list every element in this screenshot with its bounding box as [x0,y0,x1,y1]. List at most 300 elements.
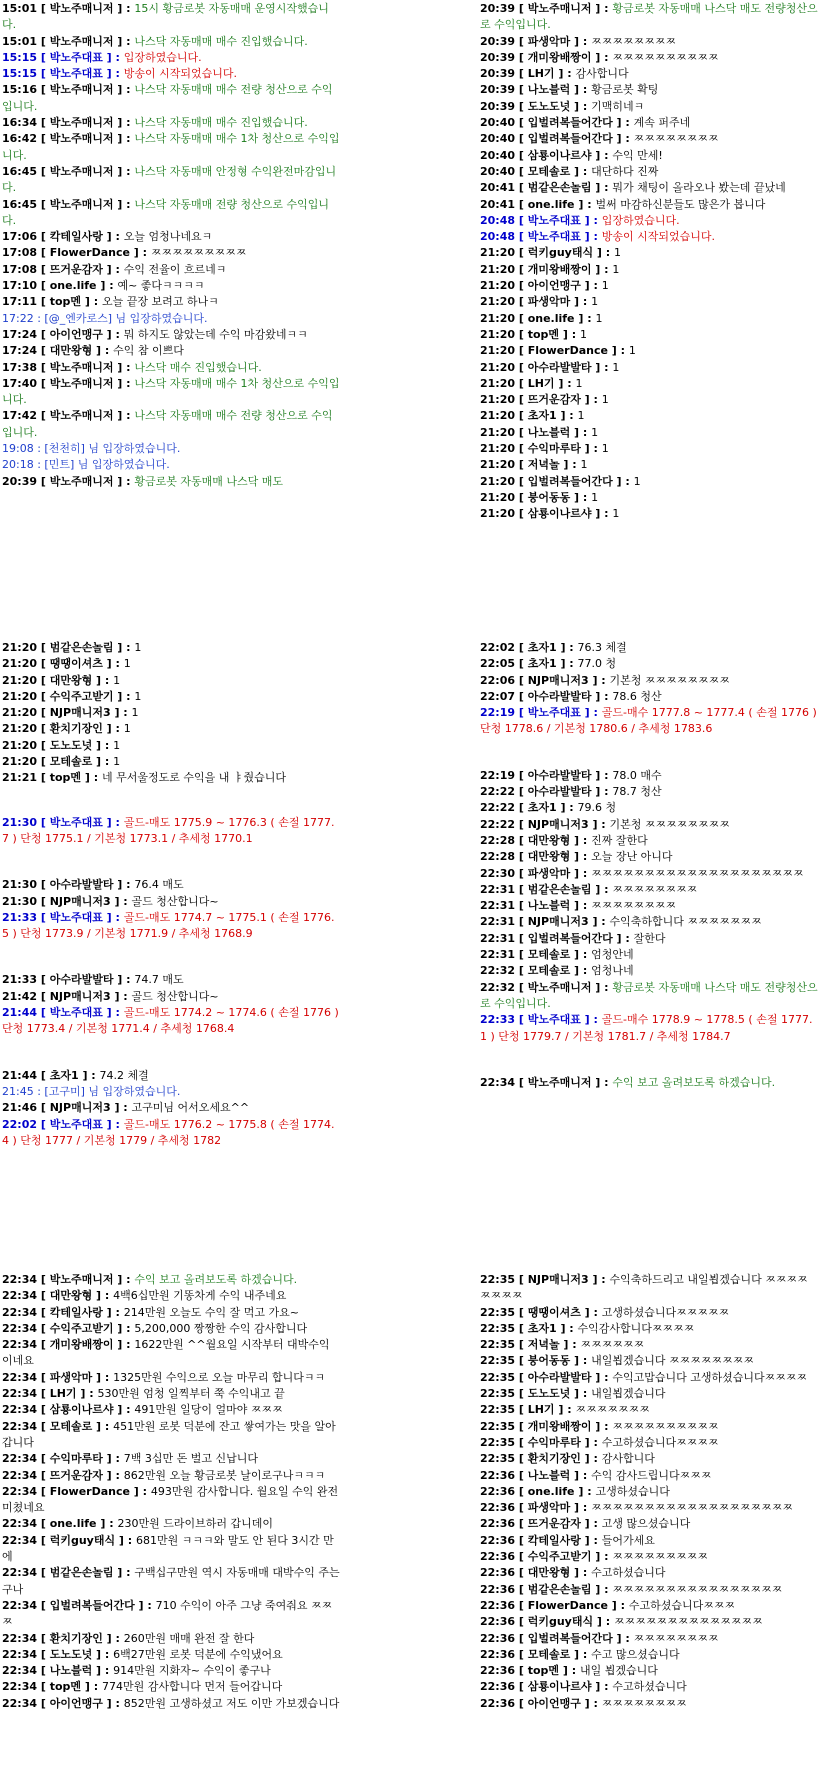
username[interactable]: 환치기장인 [49,1631,103,1645]
timestamp: 22:32 [480,964,516,978]
username[interactable]: 도노도넛 [49,1647,93,1661]
username[interactable]: 환치기장인 [49,722,103,736]
message-text: 골드-매도 1775.9 ~ 1776.3 ( 손절 1777.7 ) 단청 1775.1 / 기본청 1773.1 / 추세청 1770.1 [2,815,335,845]
chat-message: 17:06 [ 칵테일사랑 ] : 오늘 엄청나네요ㅋ [2,230,213,244]
username[interactable]: 입벌려복들어간다 [527,132,613,146]
chat-message: 21:20 [ top멘 ] : 1 [480,327,587,341]
username[interactable]: top멘 [527,1664,560,1678]
username[interactable]: 칵테일사랑 [527,1533,581,1547]
username[interactable]: 뜨거운감자 [527,393,581,407]
chat-message: 21:20 [ 저녁놀 ] : 1 [480,458,588,472]
chat-message: 22:34 [ 파생악마 ] : 1325만원 수익으로 오늘 마무리 합니다ㅋㅋ [2,1370,326,1384]
username[interactable]: 아이언맹구 [527,1696,581,1710]
chat-message: 20:41 [ 범같은손놀림 ] : 뭐가 채팅이 올라오나 봤는데 끝났네 [480,181,786,195]
message-text: ㅉㅉㅉㅉㅉㅉㅉ [575,1403,650,1417]
username[interactable]: 저녁놀 [527,458,560,472]
chat-message: 22:35 [ 환치기장인 ] : 감사합니다 [480,1452,655,1466]
username[interactable]: 모테솔로 [527,164,571,178]
timestamp: 22:36 [480,1696,516,1710]
timestamp: 22:36 [480,1501,516,1515]
username[interactable]: 박노주매니저 [49,1273,114,1286]
message-text: 계속 퍼주네 [633,116,691,130]
timestamp: 22:30 [480,866,516,880]
message-text: 1 [591,490,599,504]
username[interactable]: 대만왕형 [49,344,93,358]
message-text: 나스닥 자동매매 매수 1차 청산으로 수익입니다. [2,376,340,407]
username[interactable]: 뜨거운감자 [49,1468,103,1482]
timestamp: 22:34 [2,1598,38,1612]
username[interactable]: 파생악마 [527,34,571,48]
username[interactable]: 박노주대표 [49,50,103,64]
message-text: 골드-매도 1774.7 ~ 1775.1 ( 손절 1776.5 ) 단청 1773.9 / 기본청 1771.9 / 추세청 1768.9 [2,910,335,941]
message-text: 감사합니다 [601,1452,655,1466]
message-text: 78.6 청산 [612,689,662,703]
chat-message: 17:22 : [@_엔카로스] 님 입장하였습니다. [2,311,208,325]
username[interactable]: 박노주매니저 [527,2,592,15]
chat-message: 21:20 [ 아이언맹구 ] : 1 [480,279,609,293]
chat-panel-1[interactable] [2,1,340,490]
timestamp: 21:30 [2,878,38,892]
chat-message: 22:34 [ LH기 ] : 530만원 엄청 일찍부터 쭉 수익내고 끝 [2,1387,285,1401]
username[interactable]: 박노주매니저 [49,376,114,390]
username[interactable]: one.life [527,197,575,211]
username[interactable]: 삼룡이나르샤 [527,507,592,521]
username[interactable]: 뜨거운감자 [49,262,103,276]
username[interactable]: 박노주대표 [527,706,581,720]
username[interactable]: one.life [527,1484,575,1498]
chat-message: 17:38 [ 박노주매니저 ] : 나스닥 매수 진입했습니다. [2,360,262,374]
message-text: 나스닥 자동매매 매수 전량 청산으로 수익입니다. [2,409,333,439]
timestamp: 21:20 [480,507,516,521]
message-text: 황금로봇 자동매매 나스닥 매도 전량청산으로 수익입니다. [480,980,818,1010]
username[interactable]: 뜨거운감자 [527,1517,581,1531]
username[interactable]: NJP매니저3 [49,1101,111,1115]
username[interactable]: 박노주매니저 [49,34,114,48]
chat-message: 22:36 [ 입벌려복들어간다 ] : ㅉㅉㅉㅉㅉㅉㅉㅉ [480,1631,719,1645]
chat-message: 16:34 [ 박노주매니저 ] : 나스닥 자동매매 매수 진입했습니다. [2,116,308,130]
message-text: 862만원 오늘 황금로봇 날이로구나ㅋㅋㅋ [123,1468,326,1482]
message-text: 76.4 매도 [134,878,184,892]
message-text: 79.6 청 [577,801,617,815]
username[interactable]: 저녁놀 [527,1338,560,1352]
username[interactable]: 대만왕형 [49,673,93,687]
timestamp: 22:36 [480,1468,516,1482]
message-text: 나스닥 자동매매 매수 진입했습니다. [134,34,308,48]
message-text: 방송이 시작되었습니다. [123,67,238,81]
username[interactable]: 박노주매니저 [49,2,114,15]
timestamp: 22:28 [480,833,516,847]
username[interactable]: 수익주고받기 [49,1321,114,1335]
chat-message: 20:39 [ 나노블럭 ] : 황금로봇 확팅 [480,83,659,97]
timestamp: 22:34 [2,1273,38,1286]
message-text: 황금로봇 자동매매 나스닥 매도 전량청산으로 수익입니다. [480,2,818,32]
username[interactable]: 아수라발발타 [527,360,592,374]
timestamp: 22:34 [2,1370,38,1384]
chat-message: 21:30 [ 박노주대표 ] : 골드-매도 1775.9 ~ 1776.3 ( 손절 1777.7 ) 단청 1775.1 / 기본청 1773.1 / 추세청 1770.1 [2,815,335,845]
timestamp: 22:34 [2,1403,38,1417]
message-text: 1325만원 수익으로 오늘 마무리 합니다ㅋㅋ [113,1370,326,1384]
timestamp: 22:31 [480,915,516,929]
message-text: 230만원 드라이브하러 갑니데이 [117,1517,273,1531]
username[interactable]: 초자1 [527,657,557,671]
username[interactable]: 박노주대표 [49,1117,103,1131]
username[interactable]: 박노주매니저 [527,1075,592,1089]
username[interactable]: NJP매니저3 [527,1273,589,1286]
username[interactable]: LH기 [527,1403,555,1417]
username[interactable]: 칵테일사랑 [49,230,103,244]
message-text: 고생하셨습니다 [595,1484,670,1498]
message-text: 나스닥 자동매매 안정형 수익완전마감입니다. [2,164,337,195]
username[interactable]: 박노주매니저 [49,474,114,488]
username[interactable]: 초자1 [527,409,557,423]
username[interactable]: 삼룡이나르샤 [527,148,592,162]
message-text: 오늘 엄청나네요ㅋ [123,230,213,244]
username[interactable]: 범같은손놀림 [49,1566,114,1580]
username[interactable]: 럭키guy태식 [527,1615,594,1629]
timestamp: 22:34 [2,1696,38,1710]
timestamp: 21:33 [2,973,38,987]
username[interactable]: 땡땡이셔츠 [49,657,103,671]
username[interactable]: 파생악마 [527,295,571,309]
username[interactable]: 수익마루타 [527,1435,581,1449]
chat-message: 22:36 [ 나노블럭 ] : 수익 감사드립니다ㅉㅉㅉ [480,1468,712,1482]
chat-message: 17:08 [ FlowerDance ] : ㅉㅉㅉㅉㅉㅉㅉㅉㅉ [2,246,247,260]
message-text: 수익고맙습니다 고생하셨습니다ㅉㅉㅉㅉ [612,1370,808,1384]
chat-message: 21:20 [ 붕어동동 ] : 1 [480,490,599,504]
username[interactable]: 초자1 [527,1321,557,1335]
timestamp: 20:40 [480,116,516,130]
chat-message: 15:15 [ 박노주대표 ] : 방송이 시작되었습니다. [2,67,238,81]
username[interactable]: 박노주대표 [527,213,581,227]
timestamp: 21:44 [2,1068,38,1082]
username[interactable]: 수익주고받기 [527,1550,592,1564]
username[interactable]: 박노주매니저 [49,116,114,130]
username[interactable]: 박노주매니저 [49,409,114,423]
username[interactable]: NJP매니저3 [527,673,589,687]
username[interactable]: FlowerDance [527,1598,608,1612]
timestamp: 20:41 [480,181,516,195]
username[interactable]: 아수라발발타 [49,878,114,892]
chat-message: 21:20 [ 환치기장인 ] : 1 [2,722,131,736]
timestamp: 21:20 [2,689,38,703]
username[interactable]: 아수라발발타 [527,785,592,799]
chat-message: 20:40 [ 입벌려복들어간다 ] : 계속 퍼주네 [480,116,691,130]
timestamp: 22:35 [480,1321,516,1335]
username[interactable]: FlowerDance [527,344,608,358]
message-text: ㅉㅉㅉㅉㅉㅉㅉㅉ [612,882,698,896]
timestamp: 21:20 [480,393,516,407]
timestamp: 22:34 [2,1517,38,1531]
timestamp: 22:34 [2,1289,38,1303]
timestamp: 22:31 [480,931,516,945]
message-text: ㅉㅉㅉㅉㅉㅉㅉㅉ [601,1696,687,1710]
username[interactable]: 도노도넛 [49,738,93,752]
username[interactable]: 개미왕배짱이 [49,1338,114,1352]
chat-message: 17:10 [ one.life ] : 예~ 좋다ㅋㅋㅋㅋ [2,279,205,293]
message-text: 고생하셨습니다ㅉㅉㅉㅉㅉ [601,1305,730,1319]
chat-panel-5[interactable] [2,1272,340,1712]
username[interactable]: 도노도넛 [527,1387,571,1401]
username[interactable]: 박노주대표 [527,230,581,244]
message-text: 1 [612,360,620,374]
message-text: 수익 보고 올려보도록 하겠습니다. [134,1273,298,1286]
timestamp: 22:19 [480,706,516,720]
username[interactable]: 땡땡이셔츠 [527,1305,581,1319]
username[interactable]: 럭키guy태식 [527,246,594,260]
chat-message: 22:35 [ 아수라발발타 ] : 수익고맙습니다 고생하셨습니다ㅉㅉㅉㅉ [480,1370,808,1384]
username[interactable]: 입벌려복들어간다 [527,931,613,945]
username[interactable]: 아이언맹구 [527,279,581,293]
username[interactable]: NJP매니저3 [49,989,111,1003]
chat-message: 20:40 [ 삼룡이나르샤 ] : 수익 만세! [480,148,663,162]
username[interactable]: 입벌려복들어간다 [527,1631,613,1645]
timestamp: 20:39 [480,83,516,97]
username[interactable]: 수익마루타 [49,1452,103,1466]
username[interactable]: 대만왕형 [527,1566,571,1580]
timestamp: 22:34 [2,1321,38,1335]
username[interactable]: top멘 [49,1680,82,1694]
chat-message: 20:40 [ 모테솔로 ] : 대단하다 진짜 [480,164,659,178]
message-text: 6백27만원 로봇 덕분에 수익냈어요 [113,1647,283,1661]
username[interactable]: 아이언맹구 [49,1696,103,1710]
username[interactable]: 붕어동동 [527,490,571,504]
username[interactable]: one.life [527,311,575,325]
username[interactable]: 나노블럭 [527,425,571,439]
timestamp: 22:36 [480,1517,516,1531]
message-text: 1 [601,279,609,293]
chat-message: 22:36 [ 뜨거운감자 ] : 고생 많으셨습니다 [480,1517,691,1531]
chat-panel-3[interactable] [2,640,340,1149]
username[interactable]: 박노주매니저 [527,980,592,994]
chat-message: 22:22 [ 아수라발발타 ] : 78.7 청산 [480,785,662,799]
username[interactable]: NJP매니저3 [527,817,589,831]
username[interactable]: LH기 [527,376,555,390]
username[interactable]: 범같은손놀림 [49,641,114,654]
timestamp: 21:20 [480,295,516,309]
username[interactable]: 개미왕배짱이 [527,1419,592,1433]
timestamp: 22:36 [480,1680,516,1694]
message-text: 491만원 일당이 얼마야 ㅉㅉㅉ [134,1403,283,1417]
username[interactable]: 박노주대표 [527,1013,581,1027]
timestamp: 21:33 [2,910,38,924]
username[interactable]: 도노도넛 [527,99,571,113]
message-text: 74.7 매도 [134,973,184,987]
message-text: 5,200,000 짱짱한 수익 감사합니다 [134,1321,308,1335]
username[interactable]: 박노주대표 [49,67,103,81]
username[interactable]: FlowerDance [49,246,130,260]
timestamp: 22:31 [480,882,516,896]
chat-message: 21:20 [ 수익마루타 ] : 1 [480,442,609,456]
chat-message: 15:15 [ 박노주대표 ] : 입장하였습니다. [2,50,202,64]
username[interactable]: top멘 [49,771,82,785]
timestamp: 22:34 [2,1305,38,1319]
username[interactable]: LH기 [527,67,555,81]
chat-panel-6[interactable] [480,1272,818,1712]
chat-message: 22:34 [ 범같은손놀림 ] : 구백십구만원 역시 자동매매 대박수익 주는구나 [2,1566,340,1596]
message-text: 수익축하드리고 내일뵙겠습니다 ㅉㅉㅉㅉㅉㅉㅉㅉ [480,1273,808,1303]
chat-message: 21:20 [ FlowerDance ] : 1 [480,344,636,358]
timestamp: 22:32 [480,980,516,994]
username[interactable]: 박노주매니저 [49,132,114,146]
message-text: 골드-매도 1776.2 ~ 1775.8 ( 손절 1774.4 ) 단청 1777 / 기본청 1779 / 추세청 1782 [2,1117,335,1147]
message-text: 들어가세요 [601,1533,655,1547]
username[interactable]: 나노블럭 [527,83,571,97]
chat-message: 22:36 [ 파생악마 ] : ㅉㅉㅉㅉㅉㅉㅉㅉㅉㅉㅉㅉㅉㅉㅉㅉㅉㅉㅉ [480,1501,794,1515]
timestamp: 22:35 [480,1273,516,1286]
message-text: 수익 만세! [612,148,663,162]
message-text: ㅉㅉㅉㅉㅉㅉㅉㅉㅉ [150,246,247,260]
timestamp: 15:15 [2,50,38,64]
timestamp: 21:20 [480,442,516,456]
username[interactable]: 입벌려복들어간다 [527,474,613,488]
chat-message: 22:34 [ 대만왕형 ] : 4백6십만원 기똥차게 수익 내주네요 [2,1289,287,1303]
timestamp: 22:28 [480,850,516,864]
chat-message: 22:02 [ 초자1 ] : 76.3 체결 [480,641,627,654]
message-text: 나스닥 자동매매 매수 전량 청산으로 수익입니다. [2,83,333,113]
username[interactable]: top멘 [527,327,560,341]
timestamp: 22:36 [480,1615,516,1629]
username[interactable]: 수익마루타 [527,442,581,456]
chat-message: 21:42 [ NJP매니저3 ] : 골드 청산합니다~ [2,989,219,1003]
username[interactable]: 파생악마 [527,866,571,880]
username[interactable]: NJP매니저3 [49,894,111,908]
username[interactable]: 삼룡이나르샤 [49,1403,114,1417]
username[interactable]: 입벌려복들어간다 [527,116,613,130]
username[interactable]: 나노블럭 [527,1468,571,1482]
username[interactable]: top멘 [49,295,82,309]
message-text: 나스닥 매수 진입했습니다. [134,360,262,374]
chat-message: 22:36 [ 칵테일사랑 ] : 들어가세요 [480,1533,655,1547]
timestamp: 21:20 [480,376,516,390]
message-text: 수고하셨습니다ㅉㅉㅉㅉ [601,1435,719,1449]
chat-message: 22:35 [ 땡땡이셔츠 ] : 고생하셨습니다ㅉㅉㅉㅉㅉ [480,1305,730,1319]
username[interactable]: 럭키guy태식 [49,1533,116,1547]
username[interactable]: 박노주대표 [49,910,103,924]
timestamp: 22:34 [2,1419,38,1433]
username[interactable]: 개미왕배짱이 [527,50,592,64]
username[interactable]: 박노주대표 [49,1006,103,1020]
username[interactable]: LH기 [49,1387,77,1401]
username[interactable]: 아수라발발타 [527,689,592,703]
username[interactable]: 범같은손놀림 [527,882,592,896]
username[interactable]: 수익주고받기 [49,689,114,703]
timestamp: 22:35 [480,1387,516,1401]
message-text: 수익 보고 올려보도록 하겠습니다. [612,1075,776,1089]
timestamp: 22:35 [480,1370,516,1384]
username[interactable]: 초자1 [49,1068,79,1082]
message-text: 7백 3십만 돈 벌고 신납니다 [123,1452,259,1466]
message-text: 914만원 지화자~ 수익이 좋구나 [113,1664,271,1678]
username[interactable]: 범같은손놀림 [527,1582,592,1596]
username[interactable]: 박노주매니저 [49,164,114,178]
chat-message: 21:20 [ 범같은손놀림 ] : 1 [2,641,142,654]
username[interactable]: one.life [49,279,97,293]
chat-message: 22:34 [ top멘 ] : 774만원 감사합니다 먼저 들어갑니다 [2,1680,283,1694]
username[interactable]: 모테솔로 [49,1419,93,1433]
chat-message: 22:31 [ 범같은손놀림 ] : ㅉㅉㅉㅉㅉㅉㅉㅉ [480,882,698,896]
chat-message: 15:01 [ 박노주매니저 ] : 나스닥 자동매매 매수 진입했습니다. [2,34,308,48]
username[interactable]: 아이언맹구 [49,327,103,341]
message-text: 네 무서울정도로 수익을 내 ㅑ줬습니다 [101,771,286,785]
timestamp: 21:45 [2,1084,34,1098]
timestamp: 21:20 [480,311,516,325]
username[interactable]: 모테솔로 [527,1647,571,1661]
timestamp: 22:02 [480,641,516,654]
username[interactable]: 박노주대표 [49,815,103,829]
username[interactable]: 붕어동동 [527,1354,571,1368]
timestamp: 22:34 [2,1566,38,1580]
username[interactable]: 초자1 [527,641,557,654]
timestamp: 20:48 [480,230,516,244]
chat-message: 22:22 [ 초자1 ] : 79.6 청 [480,801,617,815]
username[interactable]: 아수라발발타 [49,973,114,987]
chat-message: 22:33 [ 박노주대표 ] : 골드-매수 1778.9 ~ 1778.5 ( 손절 1777.1 ) 단청 1779.7 / 기본청 1781.7 / 추세청 1784.7 [480,1013,813,1043]
username[interactable]: 개미왕배짱이 [527,262,592,276]
timestamp: 22:34 [2,1647,38,1661]
username[interactable]: 박노주매니저 [49,360,114,374]
username[interactable]: 모테솔로 [527,948,571,962]
username[interactable]: one.life [49,1517,97,1531]
username[interactable]: 박노주매니저 [49,197,114,211]
chat-message: 22:35 [ 개미왕배짱이 ] : ㅉㅉㅉㅉㅉㅉㅉㅉㅉㅉ [480,1419,719,1433]
username[interactable]: NJP매니저3 [527,915,589,929]
username[interactable]: 범같은손놀림 [527,181,592,195]
message-text: 수익 참 이쁘다 [113,344,184,358]
username[interactable]: 대만왕형 [49,1289,93,1303]
username[interactable]: 초자1 [527,801,557,815]
username[interactable]: 아수라발발타 [527,768,592,782]
chat-message: 22:31 [ 입벌려복들어간다 ] : 잘한다 [480,931,666,945]
system-message: [고구미] 님 입장하였습니다. [44,1084,181,1098]
chat-message: 21:20 [ 도노도넛 ] : 1 [2,738,121,752]
username[interactable]: NJP매니저3 [49,706,111,720]
username[interactable]: 나노블럭 [527,899,571,913]
username[interactable]: 모테솔로 [49,755,93,769]
timestamp: 21:20 [480,262,516,276]
username[interactable]: 박노주매니저 [49,83,114,97]
timestamp: 22:35 [480,1419,516,1433]
timestamp: 22:02 [2,1117,38,1131]
message-text: 수익 전율이 흐르네ㅋ [123,262,227,276]
timestamp: 22:22 [480,785,516,799]
timestamp: 21:20 [2,657,38,671]
timestamp: 21:20 [2,722,38,736]
message-text: 골드-매수 1777.8 ~ 1777.4 ( 손절 1776 ) 단청 1778.6 / 기본청 1780.6 / 추세청 1783.6 [480,706,817,736]
username[interactable]: 파생악마 [527,1501,571,1515]
username[interactable]: 대만왕형 [527,833,571,847]
username[interactable]: 아수라발발타 [527,1370,592,1384]
username[interactable]: 입벌려복들어간다 [49,1598,135,1612]
username[interactable]: 모테솔로 [527,964,571,978]
username[interactable]: 파생악마 [49,1370,93,1384]
username[interactable]: 환치기장인 [527,1452,581,1466]
chat-message: 20:39 [ 개미왕배짱이 ] : ㅉㅉㅉㅉㅉㅉㅉㅉㅉㅉ [480,50,719,64]
username[interactable]: FlowerDance [49,1484,130,1498]
username[interactable]: 나노블럭 [49,1664,93,1678]
message-text: 1 [134,641,142,654]
username[interactable]: 대만왕형 [527,850,571,864]
chat-message: 21:20 [ 아수라발발타 ] : 1 [480,360,620,374]
chat-panel-4[interactable] [480,640,818,1091]
timestamp: 22:34 [480,1075,516,1089]
username[interactable]: 삼룡이나르샤 [527,1680,592,1694]
message-text: 오늘 끝장 보려고 하나ㅋ [101,295,219,309]
chat-panel-2[interactable] [480,1,818,523]
username[interactable]: 칵테일사랑 [49,1305,103,1319]
chat-message: 21:20 [ 모테솔로 ] : 1 [2,755,121,769]
chat-message: 21:44 [ 초자1 ] : 74.2 체결 [2,1068,149,1082]
timestamp: 21:42 [2,989,38,1003]
